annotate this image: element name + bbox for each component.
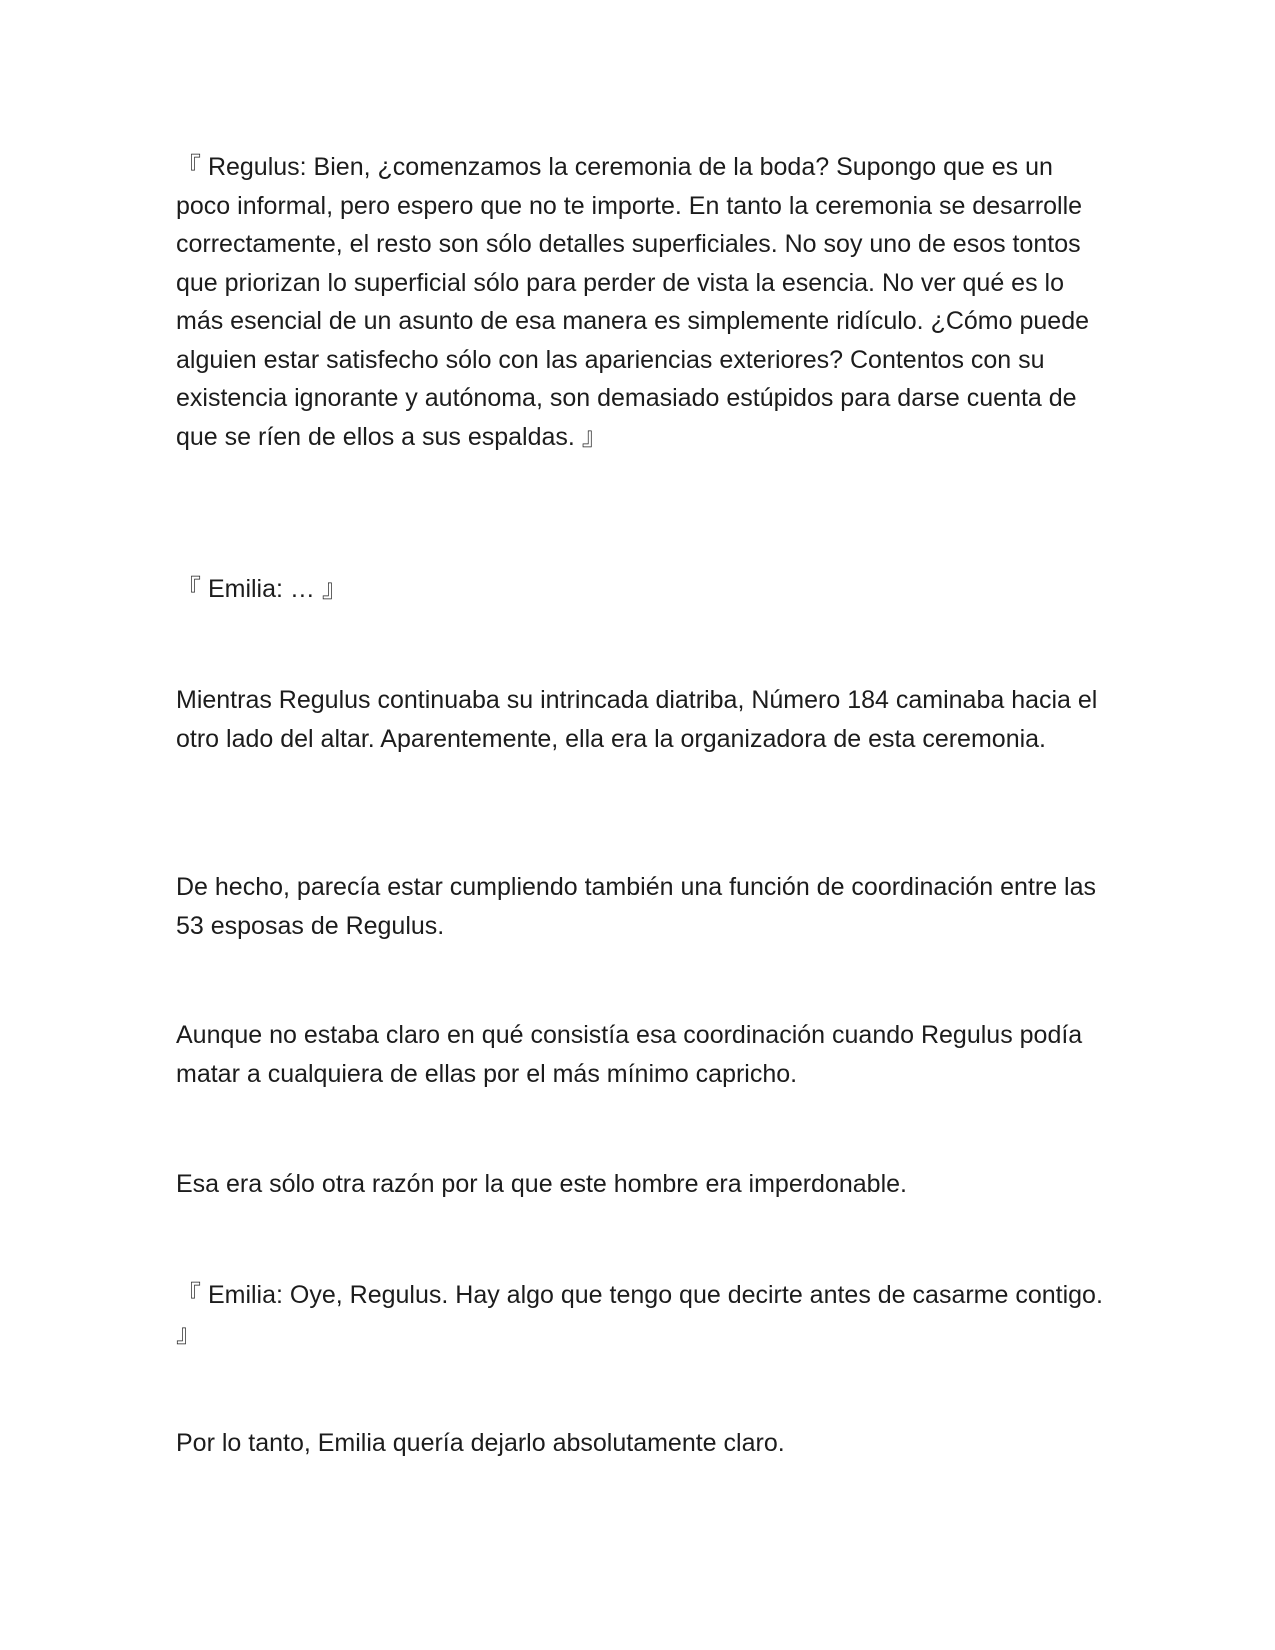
paragraph-narration-unforgivable: Esa era sólo otra razón por la que este hombre era imperdonable. (176, 1170, 907, 1198)
paragraph-regulus-speech: 『 Regulus: Bien, ¿comenzamos la ceremonia de la boda? Supongo que es un poco informal, pero espero que no te importe. En tanto la ceremonia se desarrolle correctamente, el resto son sólo detalles superficiales. No soy uno de esos tontos que priorizan lo superficial sólo para perder de vista la esencia. No ver qué es lo más esencial de un asunto de esa manera es simplemente ridículo. ¿Cómo puede alguien estar satisfecho sólo con las apariencias exteriores? Contentos con su existencia ignorante y autónoma, son demasiado estúpidos para darse cuenta de que se ríen de ellos a sus espaldas. 』 (176, 153, 1090, 451)
paragraph-emilia-speech: 『 Emilia: Oye, Regulus. Hay algo que tengo que decirte antes de casarme contigo. 』 (176, 1281, 1103, 1348)
paragraph-narration-unclear: Aunque no estaba claro en qué consistía esa coordinación cuando Regulus podía matar a cualquiera de ellas por el más mínimo capricho. (176, 1021, 1083, 1088)
paragraph-narration-coordination: De hecho, parecía estar cumpliendo también una función de coordinación entre las 53 esposas de Regulus. (176, 873, 1097, 940)
paragraph-narration-diatribe: Mientras Regulus continuaba su intrincada diatriba, Número 184 caminaba hacia el otro lado del altar. Aparentemente, ella era la organizadora de esta ceremonia. (176, 686, 1098, 753)
paragraph-emilia-silence: 『 Emilia: … 』 (176, 575, 347, 603)
paragraph-narration-clear: Por lo tanto, Emilia quería dejarlo absolutamente claro. (176, 1429, 785, 1457)
